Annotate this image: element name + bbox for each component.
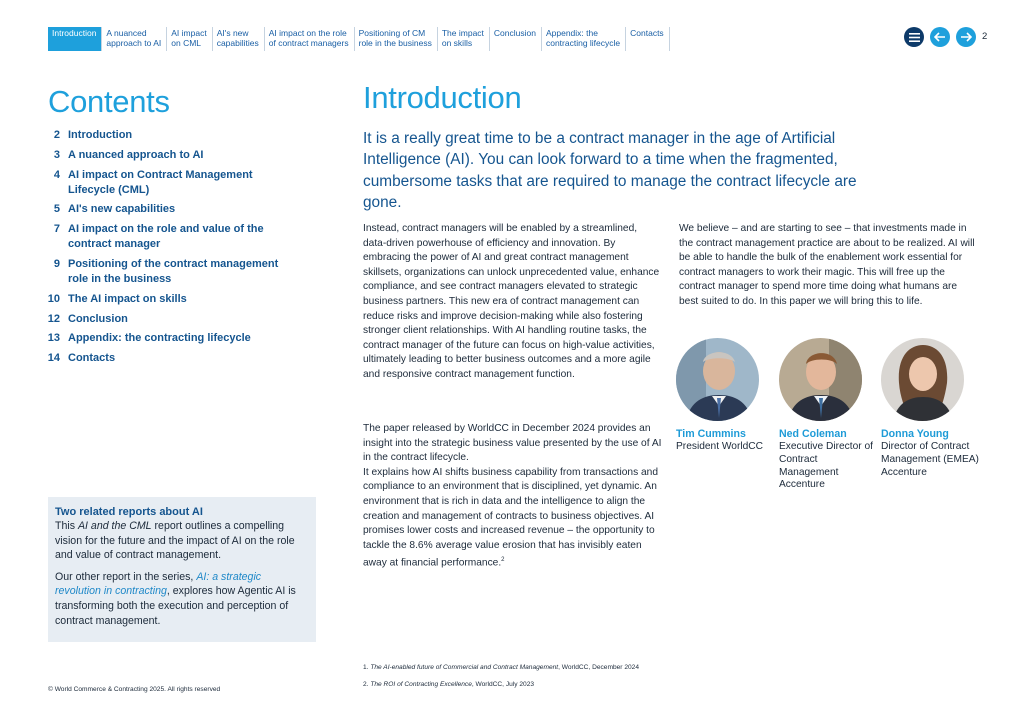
toc-page-number: 5 bbox=[53, 203, 60, 216]
nav-tab-line: approach to AI bbox=[106, 38, 162, 48]
menu-button[interactable] bbox=[904, 27, 924, 47]
arrow-right-icon bbox=[960, 32, 972, 42]
footnote-title: The AI-enabled future of Commercial and Contract Management bbox=[370, 664, 559, 671]
toc-item-impact-on-skills[interactable] bbox=[45, 292, 315, 307]
footnote-reference[interactable]: 2 bbox=[501, 557, 505, 564]
person-card bbox=[676, 338, 776, 454]
nav-tab-line: A nuanced bbox=[106, 28, 147, 38]
toc-page-number: 10 bbox=[47, 292, 60, 305]
footnote-source: , WorldCC, July 2023 bbox=[471, 681, 535, 688]
nav-tab-role-of-contract-managers[interactable] bbox=[264, 27, 354, 51]
nav-tab-appendix[interactable] bbox=[541, 27, 625, 51]
portrait-photo bbox=[676, 338, 759, 421]
nav-tab-impact-on-skills[interactable] bbox=[437, 27, 489, 51]
footnote-number: 2. bbox=[363, 681, 369, 688]
toc-page-number: 12 bbox=[47, 312, 60, 325]
toc-page-number: 7 bbox=[53, 223, 60, 236]
toc-label: Introduction bbox=[68, 129, 133, 141]
text-run: , explores how Agentic AI is transforming both the execution and perception of contract management. bbox=[55, 585, 296, 627]
toc-page-number: 2 bbox=[53, 129, 60, 141]
contents-title: Contents bbox=[48, 84, 170, 119]
toc-label: The AI impact on skills bbox=[68, 292, 187, 305]
toc-page-number: 13 bbox=[47, 332, 60, 345]
portrait-photo bbox=[779, 338, 862, 421]
text-run: It explains how AI shifts business capability from transactions and compliance to an environment that is disciplined, yet dynamic. An environment that is rich in data and the intelligence to align the creation and management of contracts to business objectives. AI promises lower costs and increased revenue – the opportunity to tackle the 8.6% average value erosion that has invisibly eaten away at financial performance. bbox=[363, 466, 659, 569]
person-card bbox=[881, 338, 981, 479]
toc-page-number: 9 bbox=[53, 257, 60, 270]
toc-item-role-and-value[interactable] bbox=[45, 222, 315, 252]
footnote-title: The ROI of Contracting Excellence bbox=[370, 681, 472, 688]
portrait-photo bbox=[881, 338, 964, 421]
page-title: Introduction bbox=[363, 80, 522, 115]
nav-tab-nuanced-approach[interactable] bbox=[101, 27, 166, 51]
nav-tab-line: Conclusion bbox=[493, 28, 536, 38]
related-reports-box bbox=[48, 497, 316, 642]
nav-tab-line: The impact bbox=[441, 28, 484, 38]
lede-paragraph: It is a really great time to be a contract manager in the age of Artificial Intelligence (AI). You can look forward to a time when the fragmented, cumbersome tasks that are required to manage the contract lifecycle are gone. bbox=[363, 130, 857, 211]
nav-tab-new-capabilities[interactable] bbox=[212, 27, 264, 51]
toc-page-number: 14 bbox=[47, 352, 60, 365]
toc-item-new-capabilities[interactable] bbox=[45, 202, 315, 217]
body-paragraph-1: Instead, contract managers will be enabled by a streamlined, data-driven powerhouse of efficiency and innovation. By embracing the power of AI and great contract management skillsets, organizations can unlock unprecedented value, enhance compliance, and see contract managers elevated to strategic business partners. This new era of contract management can reduce risks and improve decision-making while also fostering stronger client relationships. With AI handling routine tasks, the contract manager of the future can focus on high-value activities, ultimately leading to better business outcomes and a more agile and responsive contract management function. bbox=[363, 223, 660, 380]
footnote-number: 1. bbox=[363, 664, 369, 671]
toc-item-ai-impact-cml[interactable] bbox=[45, 168, 315, 198]
nav-tab-line: on CML bbox=[171, 38, 202, 48]
toc-item-conclusion[interactable] bbox=[45, 312, 315, 327]
arrow-left-icon bbox=[934, 32, 946, 42]
nav-tab-line: Contacts bbox=[630, 28, 664, 38]
toc-label: Contacts bbox=[68, 352, 116, 365]
body-paragraph-2 bbox=[363, 422, 663, 571]
nav-tab-line: AI impact on the role bbox=[268, 28, 347, 38]
toc-page-number: 4 bbox=[53, 168, 60, 181]
person-card bbox=[779, 338, 879, 492]
nav-tab-line: AI's new bbox=[216, 28, 249, 38]
nav-tab-ai-impact-cml[interactable] bbox=[166, 27, 211, 51]
nav-tab-line: AI impact bbox=[171, 28, 207, 38]
related-report-paragraph-2 bbox=[55, 570, 308, 628]
toc-label: Appendix: the contracting lifecycle bbox=[68, 332, 251, 345]
page-navigation-buttons bbox=[904, 27, 976, 47]
person-role: Director of Contract Management (EMEA) Accenture bbox=[881, 441, 979, 478]
person-role: President WorldCC bbox=[676, 441, 764, 452]
text-run: This bbox=[55, 520, 78, 532]
toc-item-contacts[interactable] bbox=[45, 351, 315, 366]
nav-tab-introduction[interactable] bbox=[48, 27, 101, 51]
toc-label: A nuanced approach to AI bbox=[68, 148, 204, 161]
table-of-contents bbox=[45, 128, 315, 371]
nav-tab-line: of contract managers bbox=[268, 38, 349, 48]
page-number: 2 bbox=[982, 31, 988, 42]
copyright-notice: © World Commerce & Contracting 2025. All rights reserved bbox=[48, 686, 221, 693]
next-page-button[interactable] bbox=[956, 27, 976, 47]
avatar bbox=[779, 338, 862, 421]
toc-item-appendix[interactable] bbox=[45, 331, 315, 346]
top-navigation bbox=[48, 27, 670, 51]
nav-tab-line: Introduction bbox=[52, 28, 97, 38]
nav-tab-line: on skills bbox=[441, 38, 473, 48]
toc-label: AI's new capabilities bbox=[68, 203, 176, 216]
toc-label: AI impact on the role and value of the contract manager bbox=[68, 223, 264, 251]
strategic-revolution-report-link[interactable]: AI: a strategic revolution in contracting bbox=[55, 570, 262, 598]
toc-page-number: 3 bbox=[53, 148, 60, 161]
toc-label: AI impact on Contract Management Lifecycle (CML) bbox=[68, 168, 253, 196]
previous-page-button[interactable] bbox=[930, 27, 950, 47]
toc-item-introduction[interactable] bbox=[45, 128, 315, 143]
nav-tab-line: Positioning of CM bbox=[358, 28, 426, 38]
contacts-people bbox=[676, 338, 979, 498]
nav-tab-positioning[interactable] bbox=[354, 27, 437, 51]
body-paragraph-2b bbox=[363, 466, 663, 572]
footnote-2 bbox=[363, 681, 534, 688]
related-reports-heading: Two related reports about AI bbox=[55, 506, 203, 518]
toc-item-positioning[interactable] bbox=[45, 257, 315, 287]
avatar bbox=[676, 338, 759, 421]
person-name: Ned Coleman bbox=[779, 428, 847, 440]
text-run: report outlines a compelling vision for the future and the impact of AI on the role and value of contract management. bbox=[55, 520, 295, 562]
person-name: Tim Cummins bbox=[676, 428, 746, 440]
nav-tab-conclusion[interactable] bbox=[489, 27, 541, 51]
toc-item-nuanced-approach[interactable] bbox=[45, 148, 315, 163]
footnote-1 bbox=[363, 664, 639, 671]
nav-tab-line: capabilities bbox=[216, 38, 259, 48]
report-title: AI and the CML bbox=[77, 520, 152, 532]
text-run: Our other report in the series, bbox=[55, 570, 197, 583]
toc-label: Positioning of the contract management role in the business bbox=[68, 257, 279, 285]
toc-label: Conclusion bbox=[68, 312, 128, 325]
footnote-source: , WorldCC, December 2024 bbox=[558, 664, 639, 671]
related-report-paragraph-1 bbox=[55, 519, 308, 563]
nav-tab-line: role in the business bbox=[358, 38, 432, 48]
body-paragraph-3: We believe – and are starting to see – that investments made in the contract management practice are about to be realized. AI will be able to handle the bulk of the enablement work essential for contract managers to work their magic. This will free up the contract manager to spend more time doing what humans are best suited to do. In this paper we will bring this to life. bbox=[679, 223, 975, 307]
nav-tab-line: contracting lifecycle bbox=[545, 38, 621, 48]
person-name: Donna Young bbox=[881, 428, 949, 440]
avatar bbox=[881, 338, 964, 421]
person-role: Executive Director of Contract Management Accenture bbox=[779, 441, 873, 491]
nav-tab-line: Appendix: the bbox=[545, 28, 598, 38]
menu-icon bbox=[909, 33, 920, 42]
nav-tab-contacts[interactable] bbox=[625, 27, 670, 51]
body-paragraph-2a: The paper released by WorldCC in December 2024 provides an insight into the strategic business value presented by the use of AI in the contract lifecycle. bbox=[363, 423, 662, 464]
